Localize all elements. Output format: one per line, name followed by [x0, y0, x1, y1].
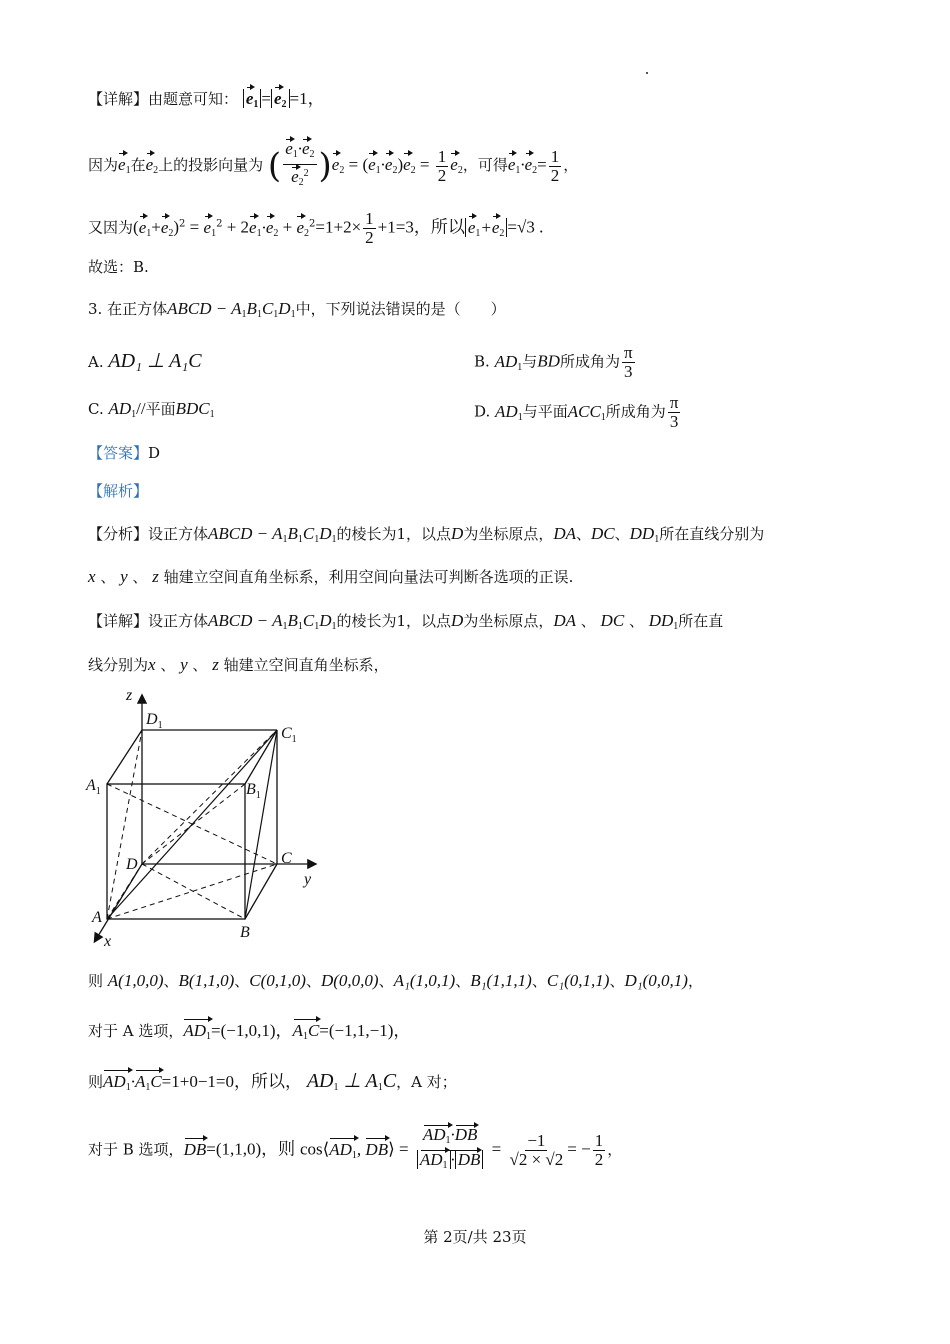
label-a1: $A_1$	[86, 777, 101, 797]
label-c: C	[281, 850, 292, 867]
projection-line: 因为$e_1$在$e_2$上的投影向量为 ( $\frac{e_1\cdot e_2}{e_2^2}$ )$e_2 = (e_1\cdot e_2)e_2$ = $\frac{1}{2}$ $e_2$，可得$e_1\cdot e_2=$ $\frac{1}{2}$ ，	[88, 139, 579, 188]
pi-d: π	[669, 393, 679, 412]
option-d-label: D.	[474, 402, 491, 421]
question-number: 3.	[88, 300, 103, 318]
option-d-text1: 与平面	[522, 402, 568, 421]
fenxi-t4b: 、	[614, 525, 630, 543]
option-b-label: B.	[474, 352, 490, 371]
label-d1: $D_1$	[146, 711, 163, 731]
coord-d1: D₁(0,0,1)	[624, 971, 688, 990]
choose-b: 故选：B.	[88, 258, 149, 276]
fenxi-t3: 为坐标原点，	[463, 525, 554, 543]
option-a-text: AD₁ ⊥ A₁C	[108, 350, 202, 372]
half-den: 2	[437, 165, 447, 185]
cos-den: √2 × √2	[509, 1150, 564, 1169]
option-a	[88, 350, 202, 373]
label-c1: $C_1$	[281, 725, 297, 745]
sep: 、	[455, 972, 471, 990]
sep: 、	[609, 972, 625, 990]
comma: ，	[563, 156, 579, 174]
detail-eq: =1，	[289, 89, 325, 108]
option-d: D. $AD_1$与平面$ACC_1$所成角为 $\frac{\pi}{3}$	[474, 393, 679, 431]
half-num: 1	[437, 146, 447, 166]
fenxi-t5: 所在直线分别为	[659, 525, 765, 543]
dot-calc: =1+0−1=0，所以，	[161, 1072, 303, 1091]
detail-line-1: 【详解】由题意可知： $e_1 = e_2 =1$，	[88, 89, 325, 110]
equal-sign: =	[537, 155, 547, 174]
option-c-text: 平面	[145, 400, 176, 418]
option-c-label: C.	[88, 400, 104, 418]
question-text: 在正方体	[107, 300, 168, 318]
label-z: z	[126, 687, 133, 704]
option-b-text1: 与	[522, 352, 538, 371]
because-text: 因为	[88, 156, 119, 174]
label-x: x	[104, 933, 112, 950]
label-a: A	[92, 909, 102, 926]
sep: 、	[234, 972, 250, 990]
expr: =1+2×	[315, 217, 362, 237]
fenxi-tag: 【分析】	[88, 525, 149, 543]
detail-tag: 【详解】	[88, 90, 149, 108]
xiangjie-t1: 设正方体	[148, 612, 209, 630]
page-footer: 第 2页/共 23页	[423, 1228, 527, 1246]
cube-figure	[80, 686, 330, 951]
cube-name: ABCD − A	[167, 299, 242, 318]
question-3: 3. 在正方体ABCD − $A_1B_1C_1D_1$中，下列说法错误的是（ ）	[88, 299, 506, 320]
sep: 、	[305, 972, 321, 990]
coord-a1: A₁(1,0,1)	[393, 971, 456, 990]
coords-line	[88, 970, 703, 992]
label-b: B	[240, 924, 250, 941]
three: 3	[624, 362, 633, 381]
vec-a1c: =(−1,1,−1)，	[319, 1021, 411, 1040]
option-b-text2: 所成角为	[559, 352, 620, 371]
square-line: 又因为$(e_1+e_2)^2 = e_1^2 + 2e_1\cdot e_2 + e_2^2=1+2\times$ $\frac{1}{2}$ +1=3，所以 $e_1+e_2 =√3$ .	[88, 209, 544, 247]
x-axis	[95, 864, 142, 941]
so-text: ，可得	[462, 156, 508, 174]
vec-ad1: =(−1,0,1)，	[211, 1021, 293, 1040]
dash-a-d1	[107, 730, 142, 919]
fenxi-t6: 轴建立空间直角坐标系，利用空间向量法可判断各选项的正误.	[163, 568, 574, 586]
pi: π	[623, 343, 633, 362]
xiangjie-t6: 线分别为	[88, 656, 149, 674]
option-a-label: A.	[88, 353, 104, 371]
detail-line-b: 线分别为x 、 y 、 z 轴建立空间直角坐标系，	[88, 655, 389, 674]
coord-b1: B₁(1,1,1)	[470, 971, 532, 990]
coords-lead: 则	[88, 972, 104, 990]
sep: 、	[531, 972, 547, 990]
cos-num: −1	[527, 1131, 546, 1150]
answer-value: D	[148, 444, 161, 462]
fenxi-t4: 、	[576, 525, 592, 543]
for-a-lead: 对于 A 选项，	[88, 1022, 184, 1040]
coord-b: B(1,1,0)	[178, 971, 235, 990]
label-d: D	[126, 856, 138, 873]
vec-db: =(1,1,0)，则	[206, 1139, 296, 1159]
xiangjie-t5: 所在直	[678, 612, 724, 630]
expr2: +1=3，所以	[377, 217, 465, 237]
xiangjie-t7: 轴建立空间直角坐标系，	[223, 656, 389, 674]
xiangjie-t3: 为坐标原点，	[463, 612, 554, 630]
stray-mark	[646, 72, 648, 74]
analysis-line-2: x 、 y 、 z 轴建立空间直角坐标系，利用空间向量法可判断各选项的正误.	[88, 567, 574, 586]
comma-b: ，	[607, 1140, 623, 1159]
analysis-tag: 【解析】	[88, 482, 149, 500]
front-face	[107, 784, 245, 919]
a-correct: ，A 对；	[396, 1073, 457, 1091]
option-d-text2: 所成角为	[605, 402, 666, 421]
for-a-line: 对于 A 选项，$AD_1=(-1,0,1)$，$A_1C=(-1,1,-1)$，	[88, 1020, 410, 1048]
then-a-line: 则$AD_1\cdot A_1C=1+0-1=0$，所以， $AD_1$ ⊥ $A_1C$，A 对；	[88, 1070, 457, 1099]
on-text: 在	[130, 156, 146, 174]
dash-b1-d	[142, 784, 245, 864]
result: =√3 .	[507, 217, 544, 237]
end: ，	[687, 972, 703, 990]
also-text: 又因为	[88, 218, 134, 237]
xiangjie-tag: 【详解】	[88, 612, 149, 630]
three-d: 3	[669, 412, 679, 431]
coord-c1: C₁(0,1,1)	[546, 971, 610, 990]
then-lead: 则	[88, 1073, 104, 1091]
detail-line-a: 【详解】设正方体ABCD − $A_1B_1C_1D_1$的棱长为1，以点D为坐标原点，DA 、 DC 、 $DD_1$所在直	[88, 611, 724, 632]
fenxi-t1: 设正方体	[148, 525, 209, 543]
answer-line	[88, 442, 160, 464]
label-y: y	[304, 871, 312, 888]
for-b-line: 对于 B 选项，DB=(1,1,0)，则 $\cos⟨AD_1$, DB⟩ = $\frac{AD_1\cdot DB}{AD_1 \cdot DB}$ = $\frac{-1}{√2 \times √2}$ = − $\frac{1}{2}$ ，	[88, 1126, 622, 1175]
option-c: C. $AD_1//$平面$BDC_1$	[88, 399, 215, 420]
fenxi-t2: 的棱长为1，以点	[336, 525, 452, 543]
detail-text: 由题意可知：	[148, 90, 239, 108]
cos-res: = −	[567, 1139, 591, 1159]
analysis-line-1: 【分析】设正方体ABCD − $A_1B_1C_1D_1$的棱长为1，以点D为坐标原点，DA、DC、$DD_1$所在直线分别为	[88, 524, 765, 545]
cos-label: cos	[299, 1139, 323, 1159]
label-b1: $B_1$	[246, 781, 261, 801]
xiangjie-t2: 的棱长为1，以点	[336, 612, 452, 630]
for-b-lead: 对于 B 选项，	[88, 1140, 184, 1159]
sep: 、	[378, 972, 394, 990]
question-text2: 中，下列说法错误的是（ ）	[295, 300, 506, 318]
coord-a: A(1,0,0)	[107, 971, 164, 990]
projection-text: 上的投影向量为	[158, 156, 264, 174]
coord-c: C(0,1,0)	[249, 971, 306, 990]
sep: 、	[163, 972, 179, 990]
option-b: B. $AD_1$与BD所成角为 $\frac{\pi}{3}$	[474, 343, 633, 381]
coord-d: D(0,0,0)	[320, 971, 379, 990]
answer-tag: 【答案】	[88, 444, 149, 462]
